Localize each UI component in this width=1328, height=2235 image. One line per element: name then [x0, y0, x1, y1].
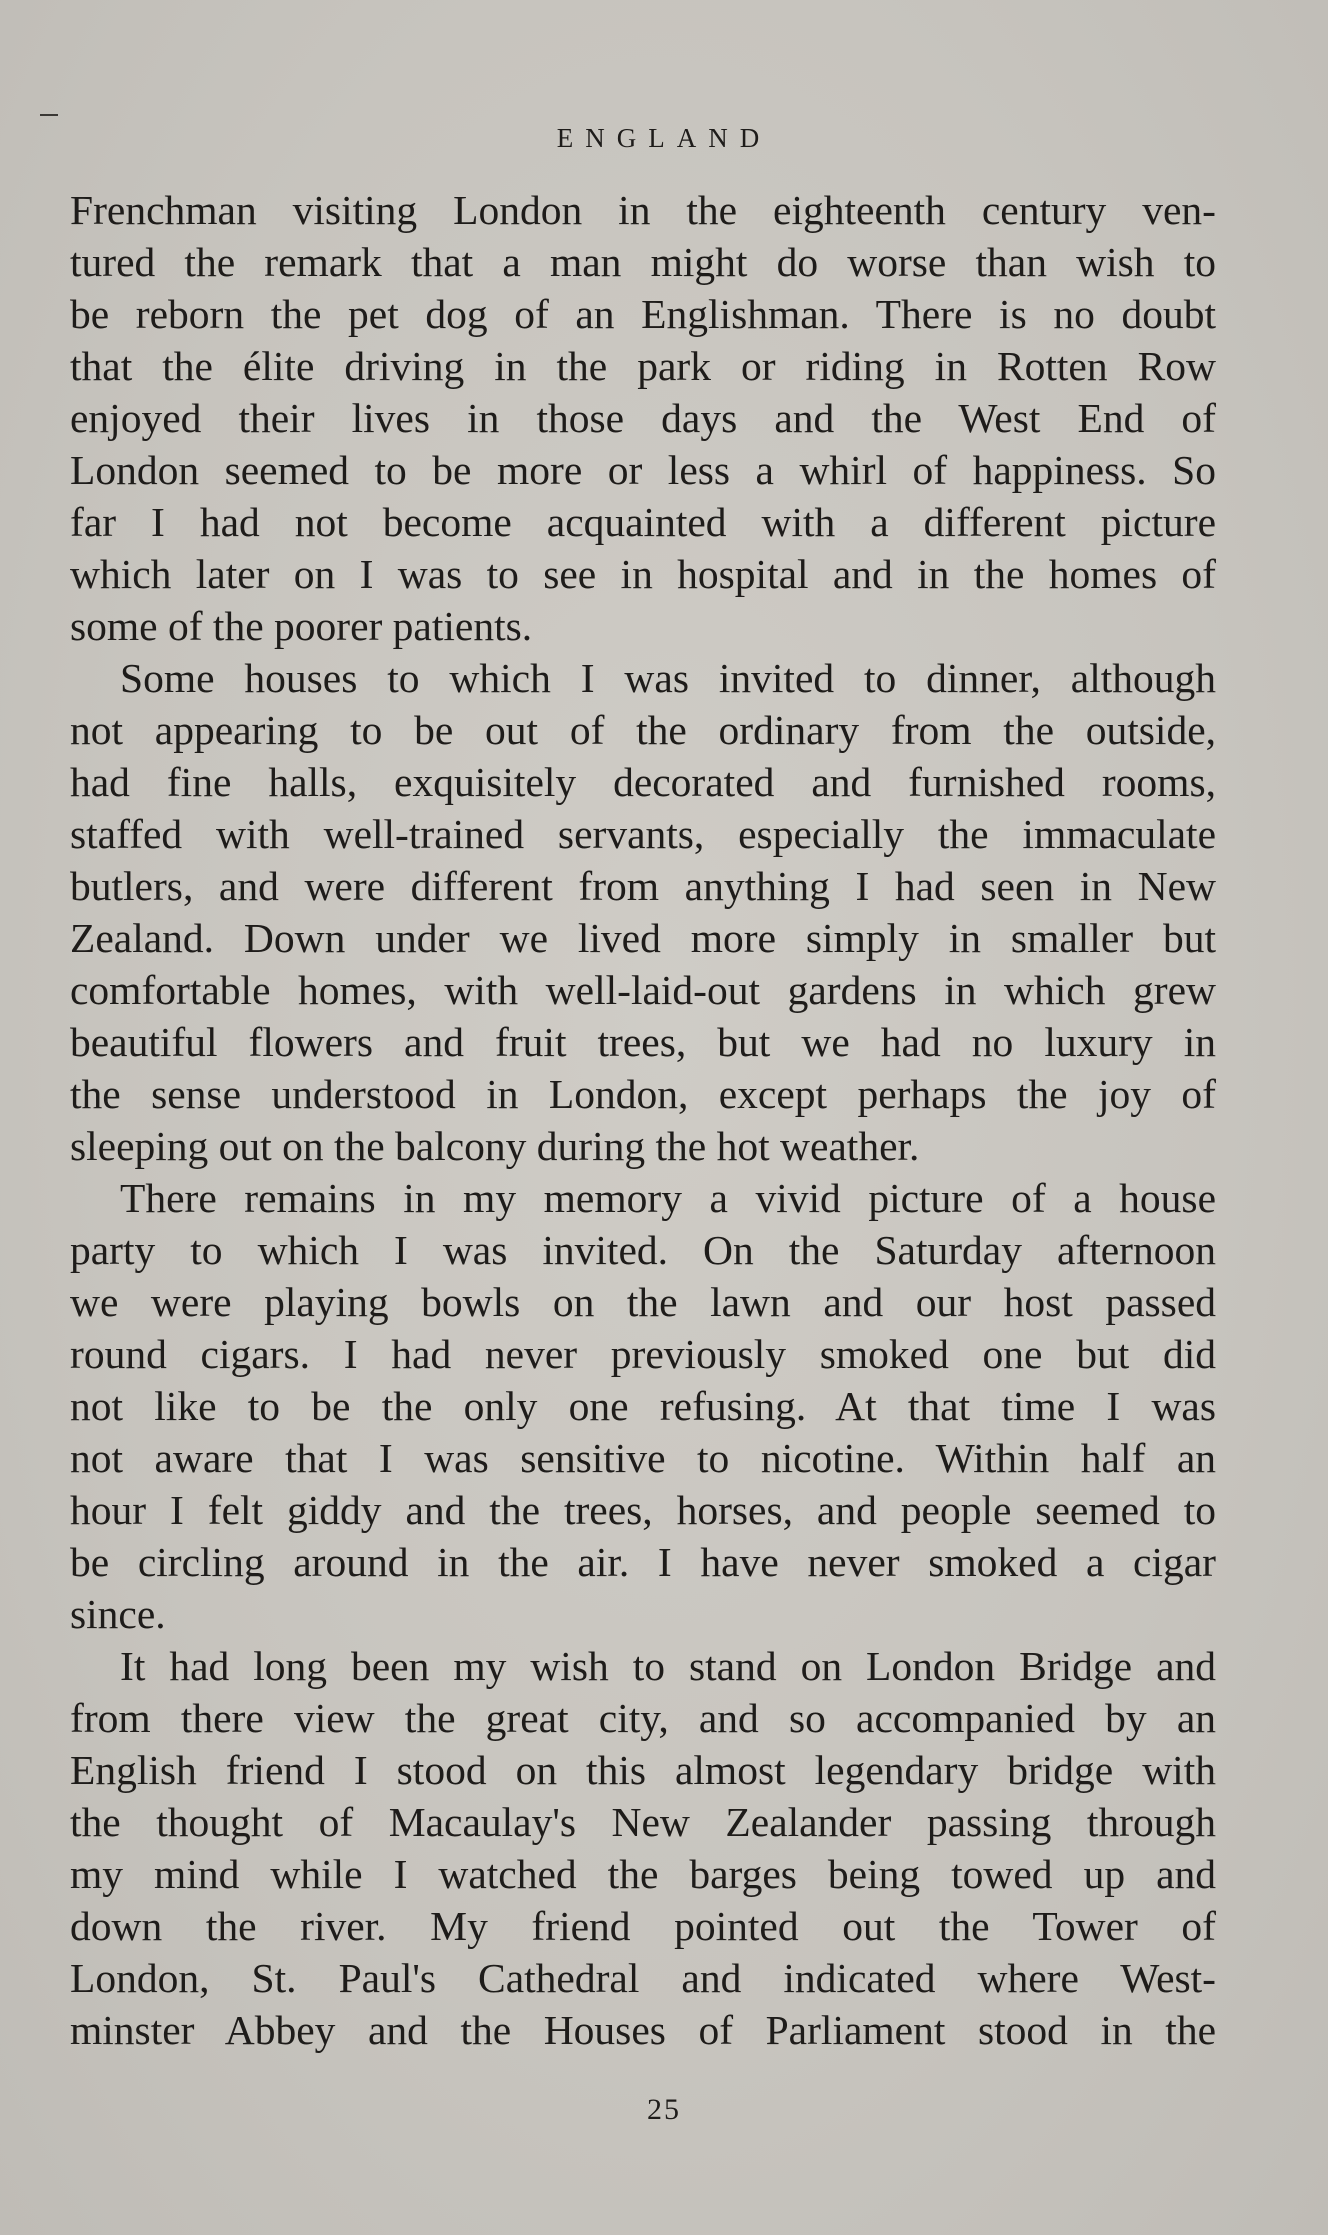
text-line: London, St. Paul's Cathedral and indicated where West-: [70, 1955, 1216, 2001]
text-line: enjoyed their lives in those days and the West End of: [70, 395, 1216, 441]
text-line: the thought of Macaulay's New Zealander passing through: [70, 1799, 1216, 1845]
text-line: comfortable homes, with well-laid-out gardens in which grew: [70, 967, 1216, 1013]
text-line: round cigars. I had never previously smoked one but did: [70, 1331, 1216, 1377]
text-line: which later on I was to see in hospital and in the homes of: [70, 551, 1216, 597]
running-head: ENGLAND: [556, 123, 772, 153]
text-line: be circling around in the air. I have never smoked a cigar: [70, 1539, 1216, 1585]
text-line: not appearing to be out of the ordinary from the outside,: [70, 707, 1216, 753]
text-line: from there view the great city, and so accompanied by an: [70, 1695, 1216, 1741]
text-line: party to which I was invited. On the Saturday afternoon: [70, 1227, 1216, 1273]
text-line: sleeping out on the balcony during the hot weather.: [70, 1123, 920, 1169]
page-number: 25: [647, 2093, 681, 2126]
text-line: some of the poorer patients.: [70, 603, 533, 649]
text-line: that the élite driving in the park or riding in Rotten Row: [70, 343, 1216, 389]
body-text: [70, 184, 1216, 2056]
text-line: Frenchman visiting London in the eighteenth century ven-: [70, 187, 1216, 233]
text-line: be reborn the pet dog of an Englishman. There is no doubt: [70, 291, 1216, 337]
text-line: not aware that I was sensitive to nicotine. Within half an: [70, 1435, 1216, 1481]
text-line: Some houses to which I was invited to dinner, although: [120, 655, 1216, 701]
text-line: the sense understood in London, except perhaps the joy of: [70, 1071, 1216, 1117]
text-line: It had long been my wish to stand on London Bridge and: [120, 1643, 1216, 1689]
text-line: butlers, and were different from anything I had seen in New: [70, 863, 1216, 909]
text-line: tured the remark that a man might do worse than wish to: [70, 239, 1216, 285]
text-line: London seemed to be more or less a whirl of happiness. So: [70, 447, 1216, 493]
text-line: my mind while I watched the barges being towed up and: [70, 1851, 1216, 1897]
text-line: Zealand. Down under we lived more simply in smaller but: [70, 915, 1216, 961]
text-line: staffed with well-trained servants, especially the immaculate: [70, 811, 1216, 857]
text-line: hour I felt giddy and the trees, horses, and people seemed to: [70, 1487, 1216, 1533]
text-line: beautiful flowers and fruit trees, but we had no luxury in: [70, 1019, 1216, 1065]
text-line: since.: [70, 1591, 166, 1637]
margin-mark: [40, 114, 58, 116]
text-line: There remains in my memory a vivid picture of a house: [120, 1175, 1216, 1221]
text-line: far I had not become acquainted with a different picture: [70, 499, 1216, 545]
text-line: minster Abbey and the Houses of Parliament stood in the: [70, 2007, 1216, 2053]
text-line: not like to be the only one refusing. At that time I was: [70, 1383, 1216, 1429]
text-line: had fine halls, exquisitely decorated and furnished rooms,: [70, 759, 1216, 805]
text-line: down the river. My friend pointed out the Tower of: [70, 1903, 1216, 1949]
text-line: English friend I stood on this almost legendary bridge with: [70, 1747, 1216, 1793]
text-line: we were playing bowls on the lawn and our host passed: [70, 1279, 1216, 1325]
